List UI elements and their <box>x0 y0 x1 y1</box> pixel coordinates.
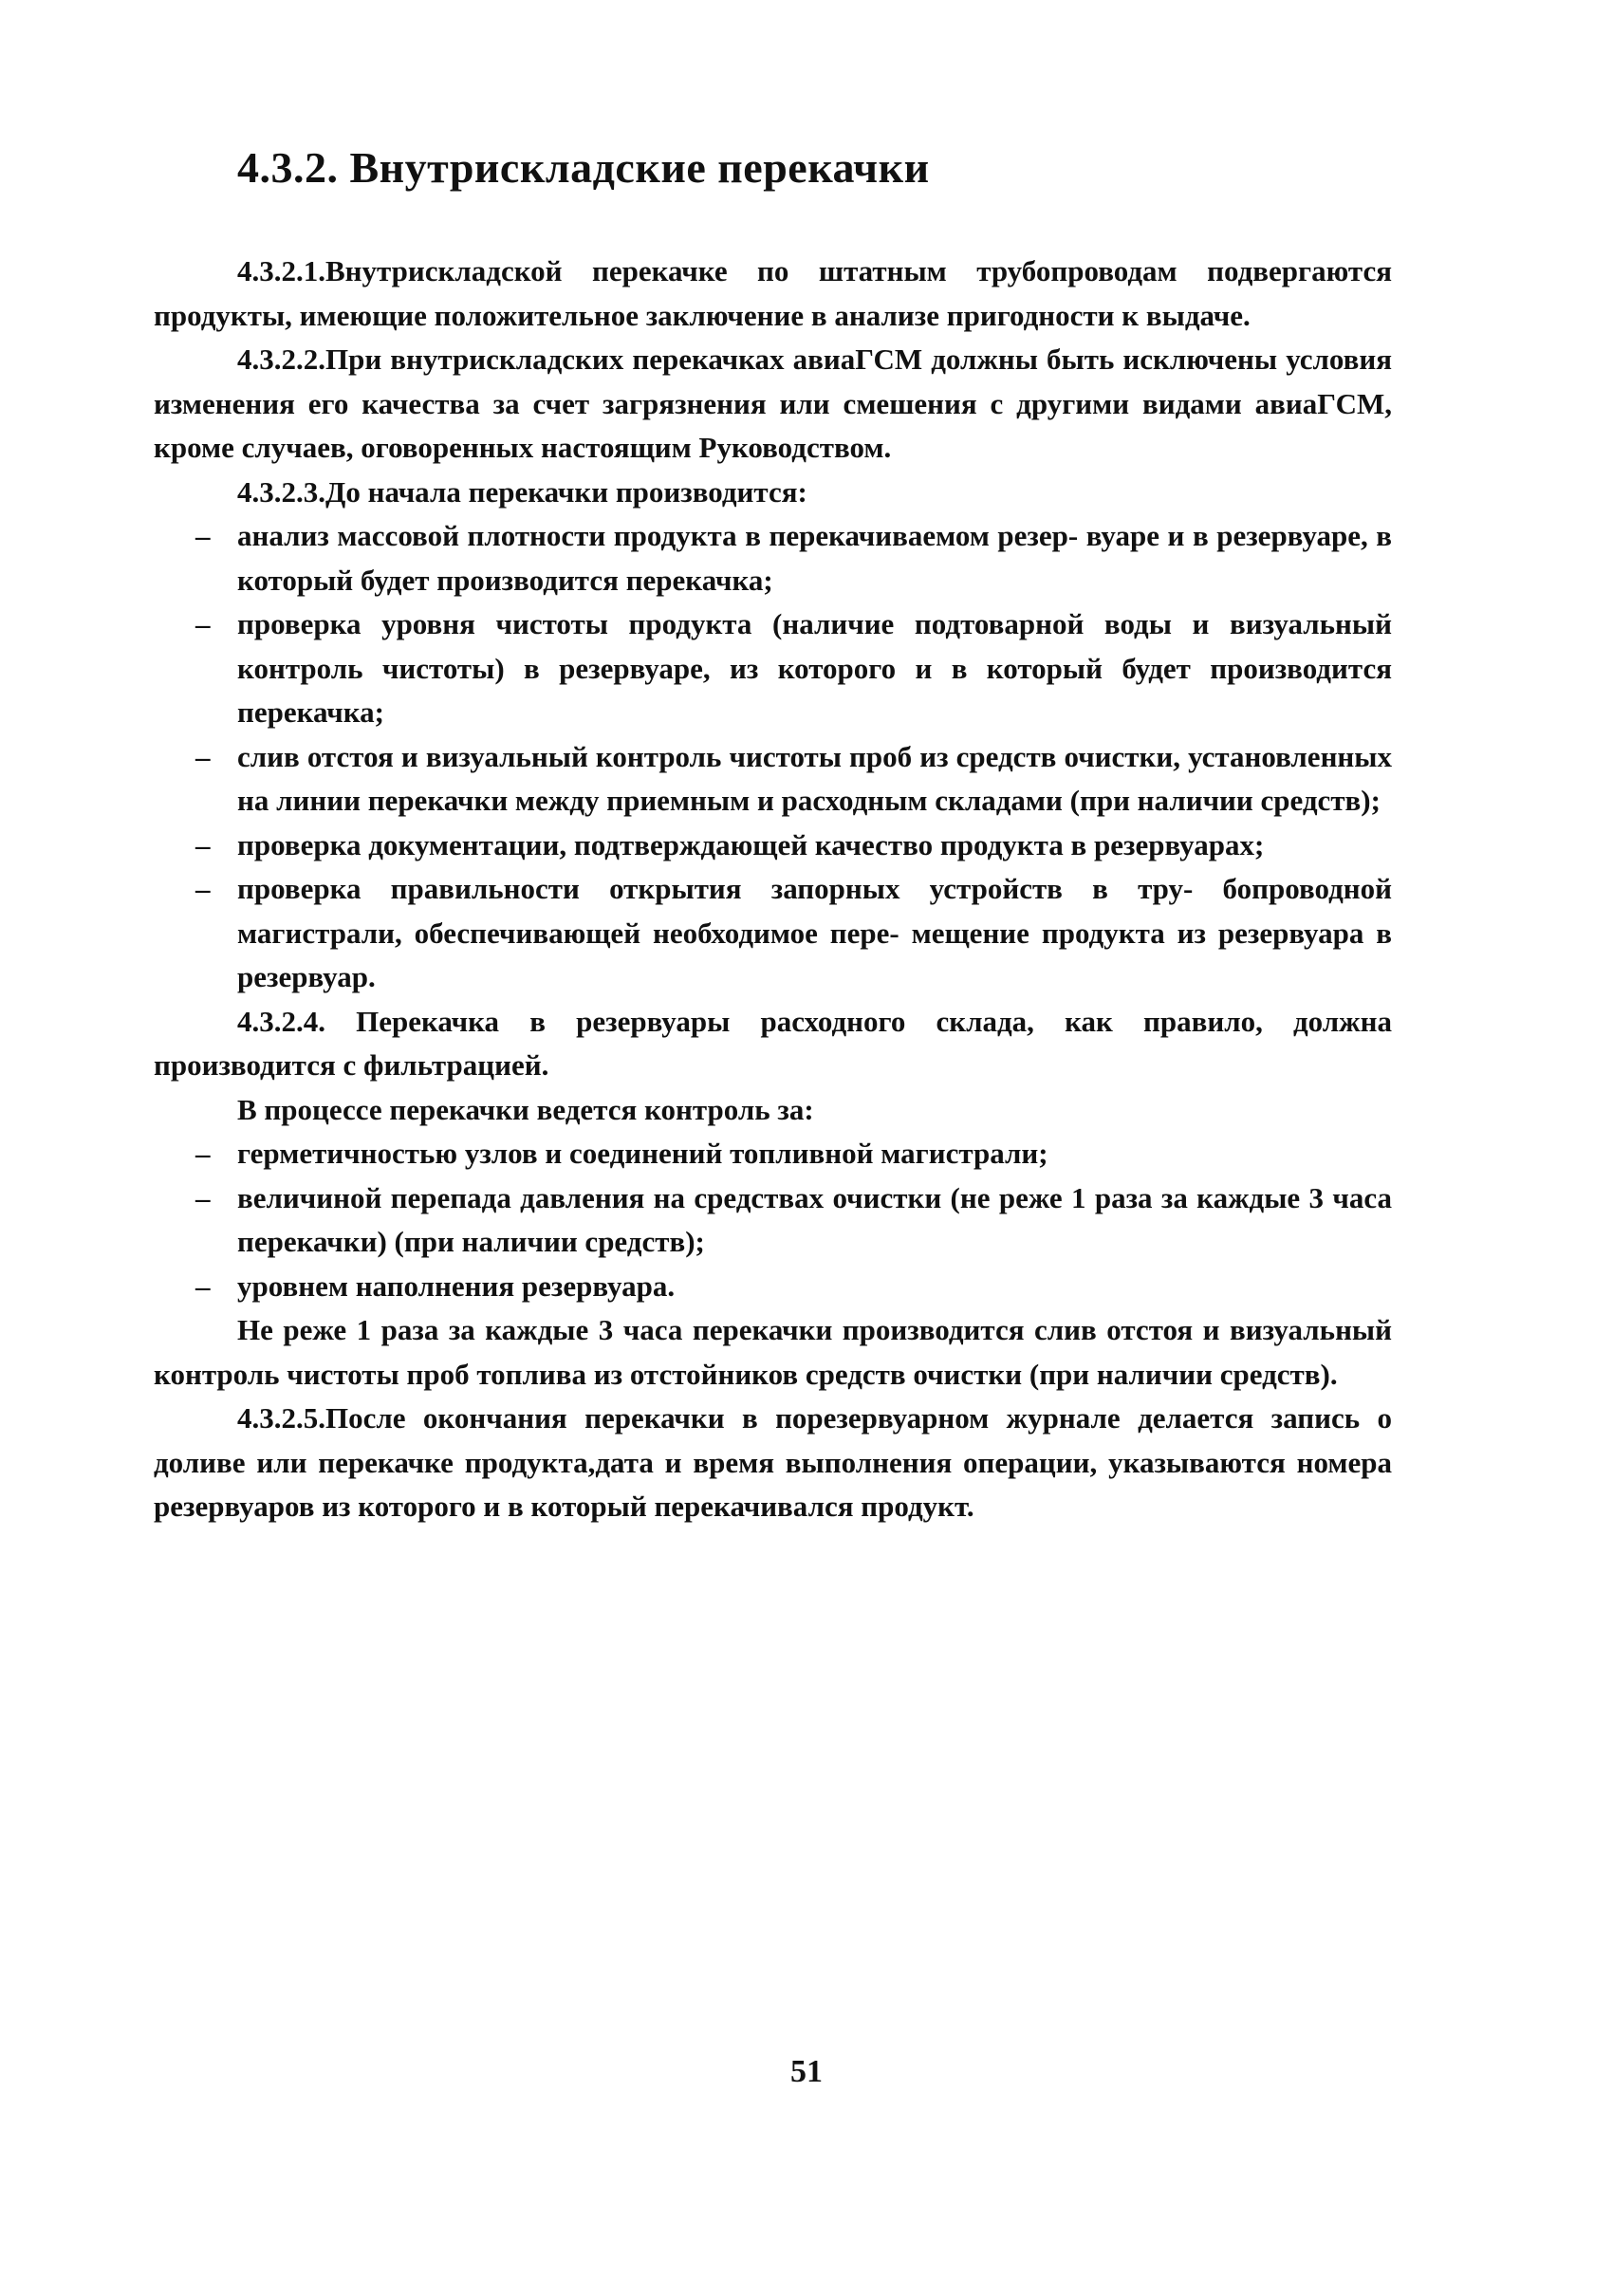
list-dash: – <box>195 1268 211 1303</box>
list-item <box>154 1132 1392 1176</box>
list-item-text: герметичностью узлов и соединений топливной магистрали; <box>237 1137 1048 1170</box>
list-item-text: уровнем наполнения резервуара. <box>237 1268 676 1303</box>
list-item-text: слив отстоя и визуальный контроль чистоты проб из средств очистки, установленных на линии перекачки между приемным и расходным складами (при наличии средств); <box>237 739 1392 817</box>
list-item <box>154 514 1392 602</box>
list-dash: – <box>195 827 211 861</box>
list-item <box>154 1265 1392 1309</box>
transfer-control-list <box>154 1132 1392 1308</box>
paragraph-4-3-2-2: 4.3.2.2.При внутрискладских перекачках авиаГСМ должны быть исключены условия изменения его качества за счет загрязнения или смешения с другими видами авиаГСМ, кроме случаев, оговоренных настоящим Руководством. <box>154 343 1392 464</box>
list-item <box>154 735 1392 824</box>
paragraph-4-3-2-5: 4.3.2.5.После окончания перекачки в порезервуарном журнале делается запись о доливе или перекачке продукта,дата и время выполнения операции, указываются номера резервуаров из которого и в который перекачивался продукт. <box>154 1401 1392 1523</box>
paragraph-sediment-drain: Не реже 1 раза за каждые 3 часа перекачки производится слив отстоя и визуальный контроль чистоты проб топлива из отстойников средств очистки (при наличии средств). <box>154 1313 1392 1391</box>
paragraph-control-intro: В процессе перекачки ведется контроль за: <box>237 1092 814 1126</box>
list-dash: – <box>195 519 211 552</box>
list-dash: – <box>195 739 211 773</box>
list-item-text: проверка правильности открытия запорных устройств в тру- бопроводной магистрали, обеспечивающей необходимое пере- мещение продукта из резервуара в резервуар. <box>237 872 1392 993</box>
paragraph-4-3-2-4: 4.3.2.4. Перекачка в резервуары расходного склада, как правило, должна производится с фильтрацией. <box>154 1004 1392 1082</box>
list-item <box>154 1176 1392 1265</box>
list-item <box>154 824 1392 868</box>
list-dash: – <box>195 872 211 905</box>
list-dash: – <box>195 1137 211 1170</box>
list-item-text: проверка документации, подтверждающей качество продукта в резервуарах; <box>237 827 1265 861</box>
list-item-text: проверка уровня чистоты продукта (наличие подтоварной воды и визуальный контроль чистоты) в резервуаре, из которого и в который будет производится перекачка; <box>237 607 1392 729</box>
paragraph-4-3-2-1: 4.3.2.1.Внутрискладской перекачке по штатным трубопроводам подвергаются продукты, имеющие положительное заключение в анализе пригодности к выдаче. <box>154 254 1392 332</box>
list-item <box>154 602 1392 735</box>
section-heading: 4.3.2. Внутрискладские перекачки <box>237 143 930 192</box>
list-item <box>154 867 1392 1000</box>
list-dash: – <box>195 607 211 640</box>
list-dash: – <box>195 1180 211 1214</box>
page-content <box>154 142 1392 1529</box>
page-number: 51 <box>790 2054 823 2089</box>
paragraph-4-3-2-3: 4.3.2.3.До начала перекачки производится: <box>237 474 807 509</box>
list-item-text: анализ массовой плотности продукта в перекачиваемом резер- вуаре и в резервуаре, в который будет производится перекачка; <box>237 519 1392 597</box>
list-item-text: величиной перепада давления на средствах очистки (не реже 1 раза за каждые 3 часа перекачки) (при наличии средств); <box>237 1180 1392 1258</box>
pre-transfer-checklist <box>154 514 1392 1000</box>
